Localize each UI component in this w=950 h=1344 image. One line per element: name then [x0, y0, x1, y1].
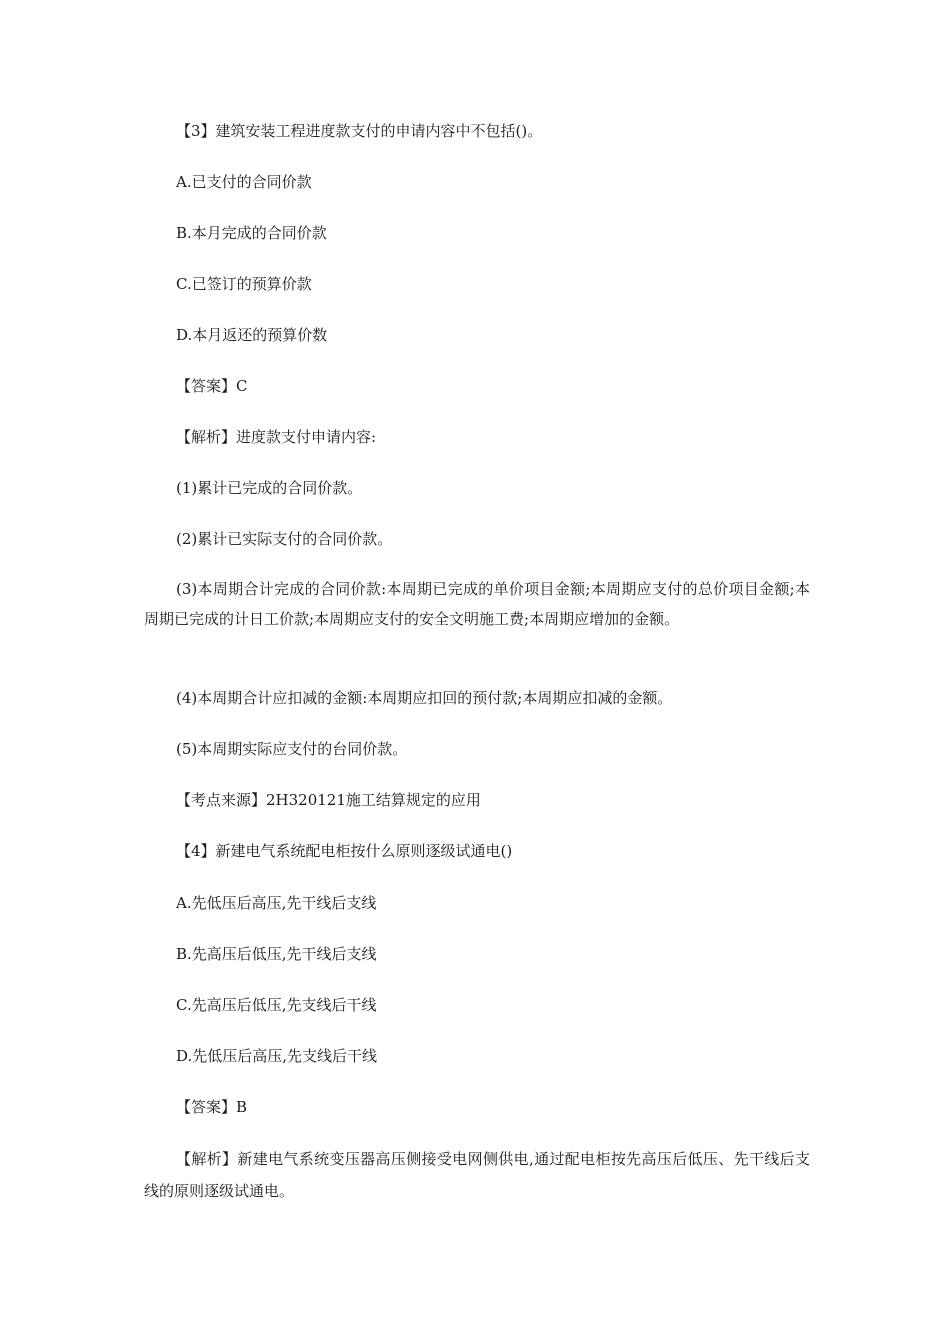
q4-option-a: A.先低压后高压,先干线后支线 — [176, 894, 377, 912]
q3-analysis-item-4: (4)本周期合计应扣减的金额:本周期应扣回的预付款;本周期应扣减的金额。 — [176, 689, 673, 707]
q3-answer: 【答案】C — [176, 377, 248, 395]
q4-question: 【4】新建电气系统配电柜按什么原则逐级试通电() — [176, 842, 513, 860]
q3-option-b: B.本月完成的合同价款 — [176, 224, 327, 242]
q3-option-a: A.已支付的合同价款 — [176, 173, 312, 191]
q3-analysis-item-3: (3)本周期合计完成的合同价款:本周期已完成的单价项目金额;本周期应支付的总价项目金额;本周期已完成的计日工价款;本周期应支付的安全文明施工费;本周期应增加的金额。 — [144, 580, 810, 628]
q3-question: 【3】建筑安装工程进度款支付的申请内容中不包括()。 — [176, 122, 543, 140]
q3-analysis-title: 【解析】进度款支付申请内容: — [176, 428, 377, 446]
q4-option-c: C.先高压后低压,先支线后干线 — [176, 996, 377, 1014]
q4-answer: 【答案】B — [176, 1098, 248, 1116]
q4-analysis: 【解析】新建电气系统变压器高压侧接受电网侧供电,通过配电柜按先高压后低压、先干线后支线的原则逐级试通电。 — [144, 1150, 810, 1200]
q3-option-d: D.本月返还的预算价数 — [176, 326, 328, 344]
q3-option-c: C.已签订的预算价款 — [176, 275, 312, 293]
q3-analysis-item-2: (2)累计已实际支付的合同价款。 — [176, 530, 393, 548]
q4-option-d: D.先低压后高压,先支线后干线 — [176, 1047, 378, 1065]
q4-option-b: B.先高压后低压,先干线后支线 — [176, 945, 377, 963]
q3-analysis-item-5: (5)本周期实际应支付的台同价款。 — [176, 740, 408, 758]
q3-source: 【考点来源】2H320121施工结算规定的应用 — [176, 791, 481, 809]
q3-analysis-item-1: (1)累计已完成的合同价款。 — [176, 479, 363, 497]
